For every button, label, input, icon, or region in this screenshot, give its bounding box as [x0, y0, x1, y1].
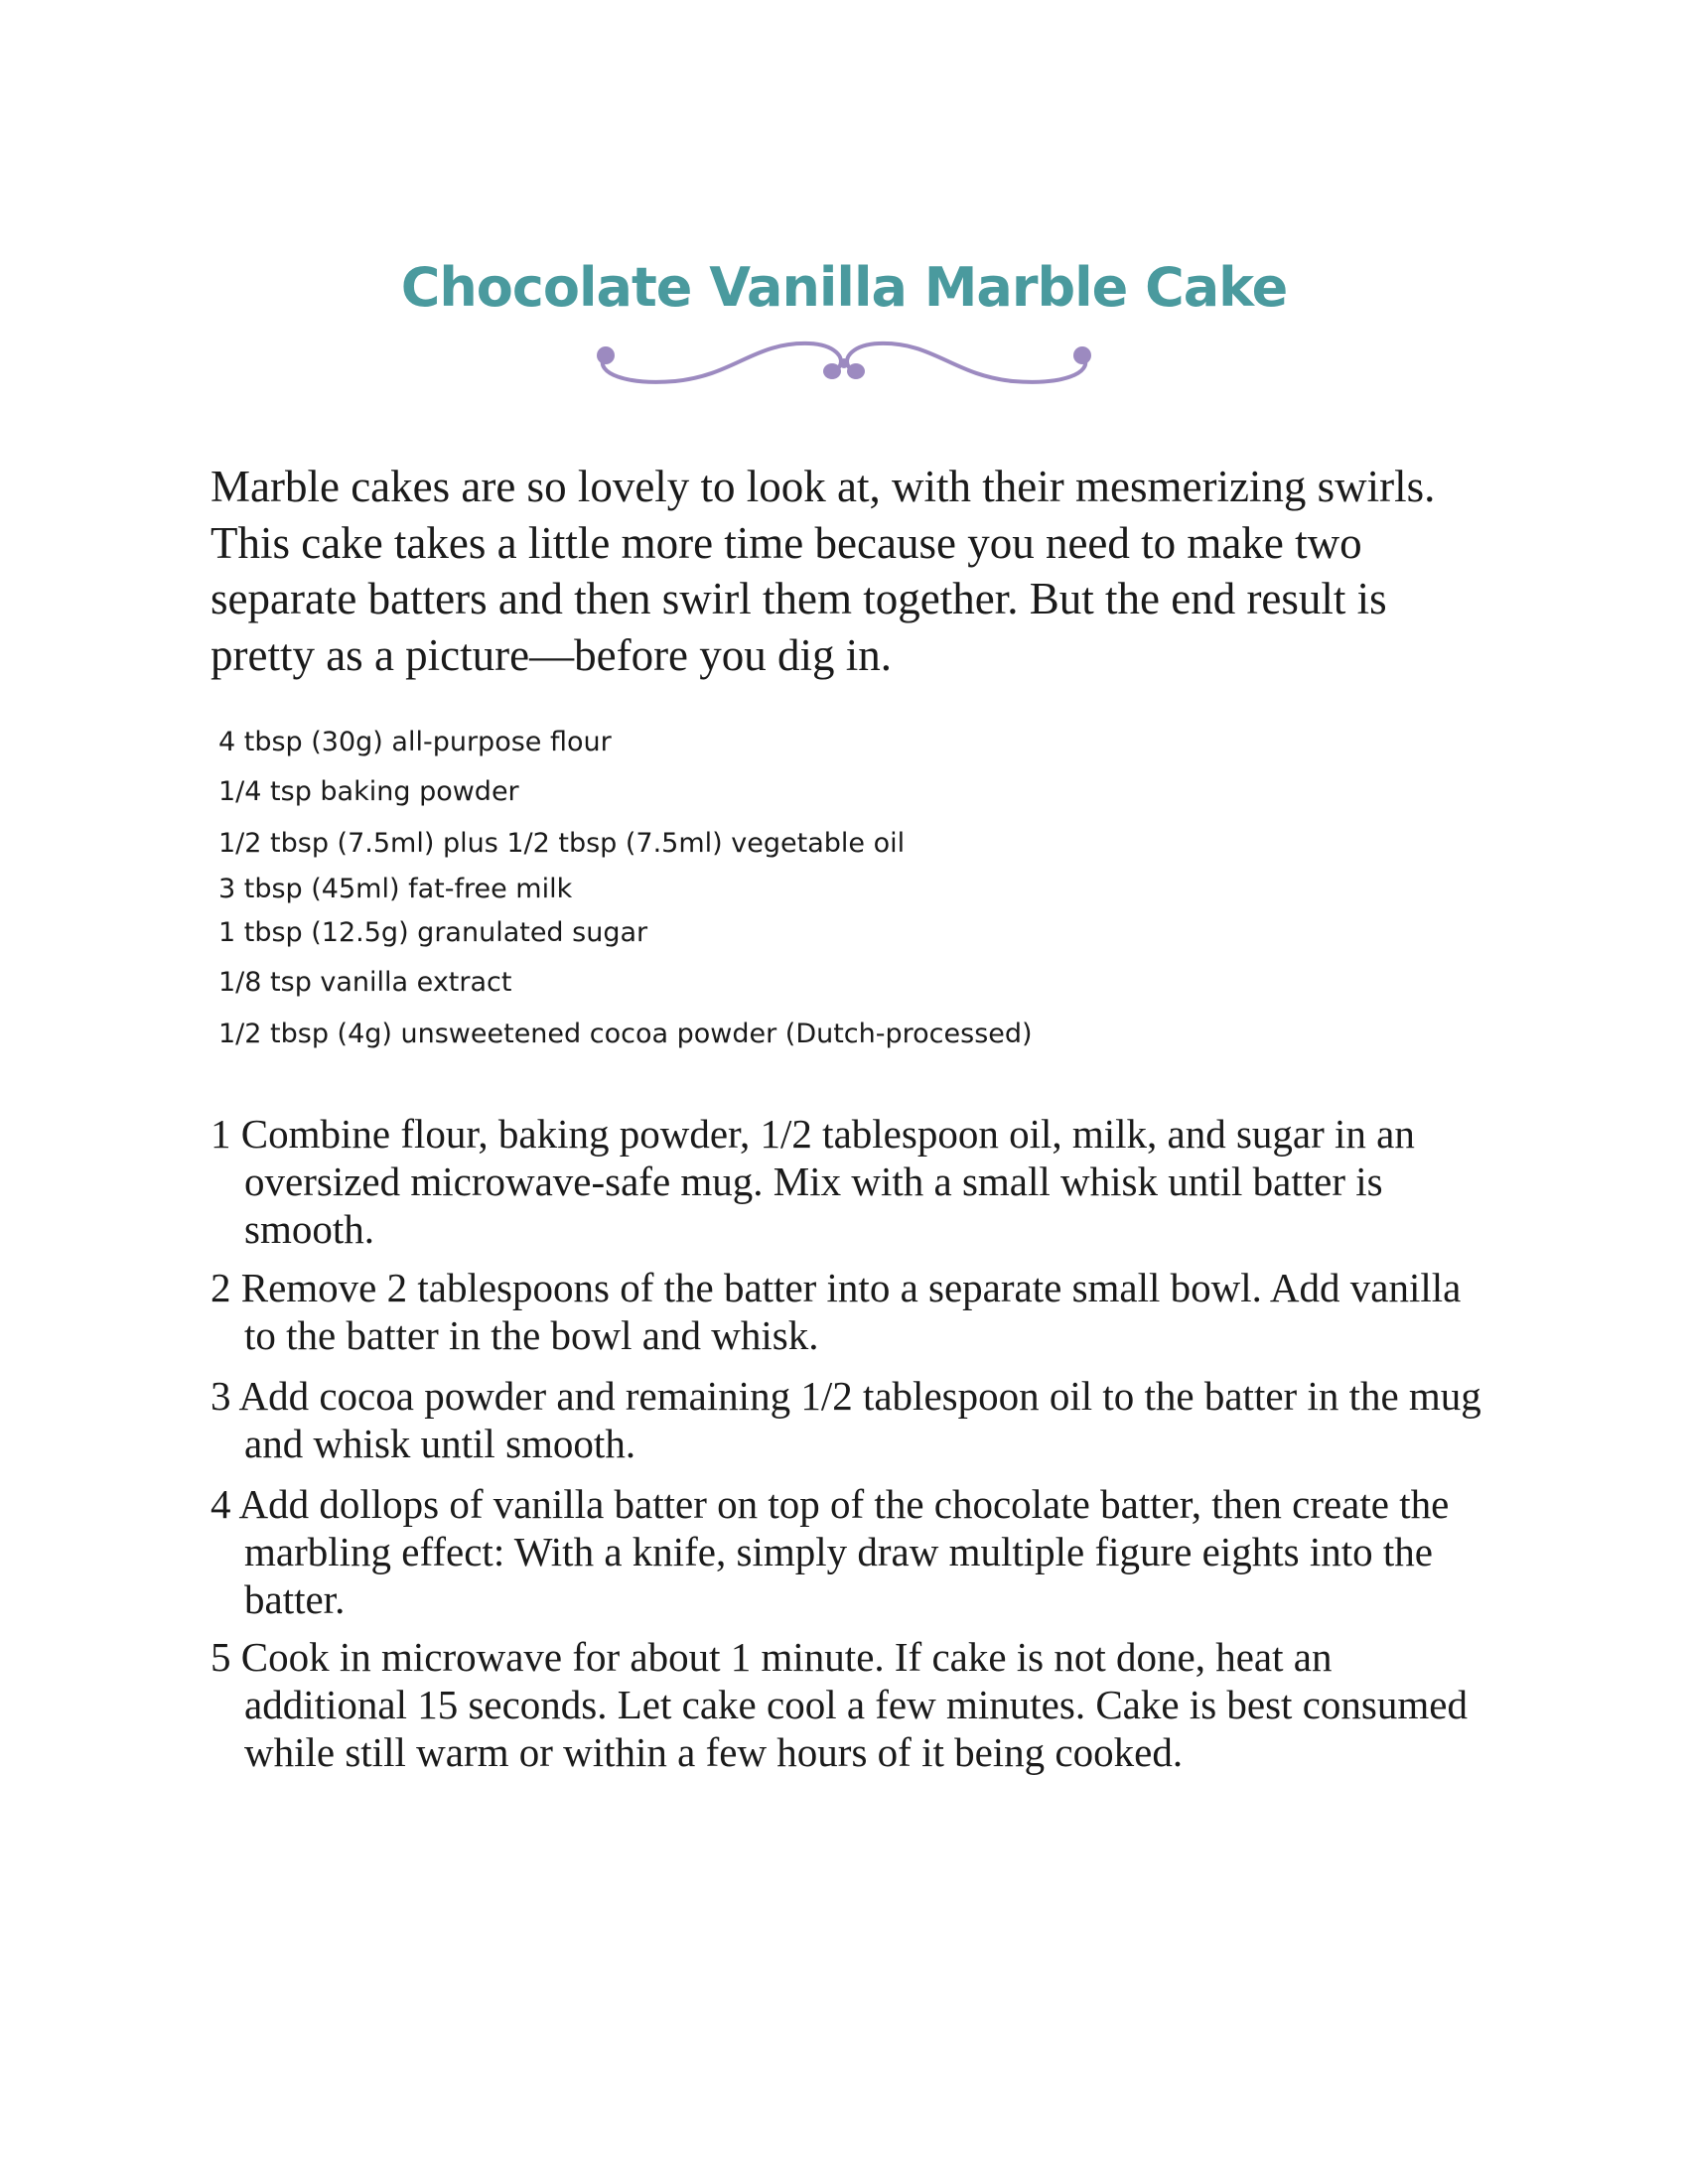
ingredient-item: 1/4 tsp baking powder [218, 776, 519, 807]
ingredient-item: 3 tbsp (45ml) fat-free milk [218, 874, 573, 904]
instruction-step: 2 Remove 2 tablespoons of the batter into a separate small bowl. Add vanilla to the batter in the bowl and whisk. [211, 1265, 1462, 1358]
ingredient-item: 1/2 tbsp (4g) unsweetened cocoa powder (Dutch-processed) [218, 1019, 1033, 1049]
intro-paragraph: Marble cakes are so lovely to look at, with their mesmerizing swirls. This cake takes a little more time because you need to make two separate batters and then swirl them together. But the end result is pretty as a picture—before you dig in. [211, 462, 1436, 680]
ingredient-item: 4 tbsp (30g) all-purpose flour [218, 727, 612, 757]
instruction-step: 1 Combine flour, baking powder, 1/2 tablespoon oil, milk, and sugar in an oversized microwave-safe mug. Mix with a small whisk until batter is smooth. [211, 1111, 1415, 1252]
ingredient-item: 1/2 tbsp (7.5ml) plus 1/2 tbsp (7.5ml) vegetable oil [218, 828, 906, 859]
recipe-title: Chocolate Vanilla Marble Cake [400, 256, 1288, 319]
flourish-divider-icon [586, 336, 1102, 395]
instruction-step: 3 Add cocoa powder and remaining 1/2 tablespoon oil to the batter in the mug and whisk until smooth. [211, 1373, 1481, 1466]
ingredient-item: 1/8 tsp vanilla extract [218, 967, 512, 998]
instruction-step: 5 Cook in microwave for about 1 minute. If cake is not done, heat an additional 15 seconds. Let cake cool a few minutes. Cake is best consumed while still warm or within a few hours of it being cooked. [211, 1634, 1468, 1775]
ingredient-item: 1 tbsp (12.5g) granulated sugar [218, 917, 648, 948]
instruction-step: 4 Add dollops of vanilla batter on top of the chocolate batter, then create the marbling effect: With a knife, simply draw multiple figure eights into the batter. [211, 1481, 1450, 1622]
